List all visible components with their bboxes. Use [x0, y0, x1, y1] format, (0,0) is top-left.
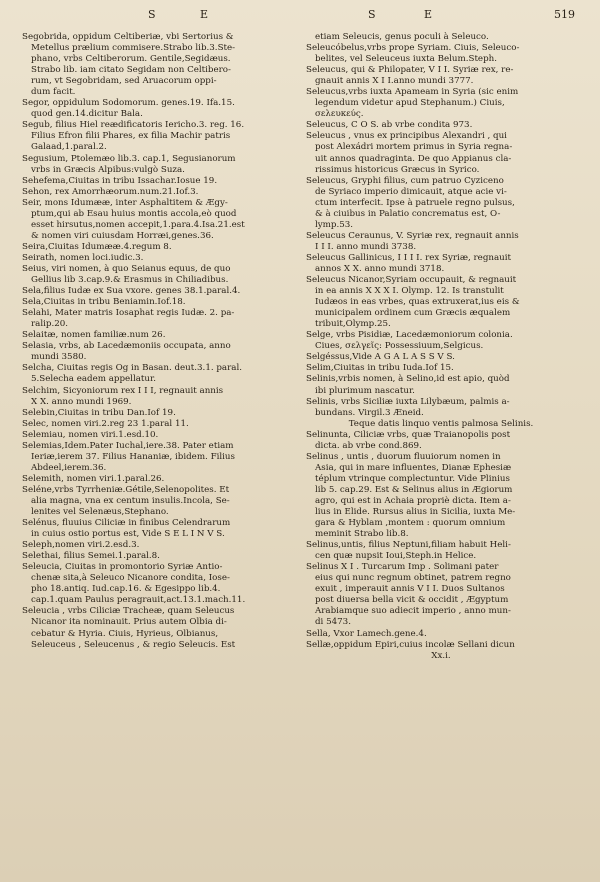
text-line: phano, vrbs Celtiberorum. Gentile,Segidæus. — [31, 54, 231, 65]
text-line: quod gen.14.dicitur Bala. — [31, 109, 143, 120]
text-line: ibi plurimum nascatur. — [315, 385, 415, 396]
text-line: Strabo lib. iam citato Segidam non Celtibero- — [31, 65, 231, 76]
text-line: in cuius ostio portus est, Vide S E L I N V S. — [31, 529, 225, 540]
header-letter-right-2: E — [424, 8, 435, 21]
text-line: Seleucia , vrbs Ciliciæ Tracheæ, quam Seleucus — [22, 606, 235, 617]
text-line: meminit Strabo lib.8. — [315, 529, 409, 540]
text-line: σελευκεύς. — [315, 109, 364, 120]
header-letter-right-1: S — [368, 8, 378, 21]
text-line: Seléne,vrbs Tyrrheniæ.Gétile,Selenopolites. Et — [22, 484, 230, 495]
text-line: bundans. Virgil.3 Æneid. — [315, 407, 424, 418]
text-line: Seleucus , vnus ex principibus Alexandri , qui — [306, 131, 507, 142]
header-letter-left-2: E — [200, 8, 211, 21]
text-line: lius in Elide. Rursus alius in Sicilia, iuxta Me- — [315, 507, 516, 518]
text-line: Seleph,nomen viri.2.esd.3. — [22, 540, 140, 551]
text-line: lib 5. cap.29. Est & Selinus alius in Ægiorum — [315, 484, 513, 495]
text-line: Selethai, filius Semei.1.paral.8. — [22, 551, 160, 562]
text-line: Selinus X I . Turcarum Imp . Solimani pater — [306, 562, 499, 573]
text-line: Seleucus,vrbs iuxta Apameam in Syria (sic enim — [306, 87, 519, 98]
text-line: Selemias,Idem.Pater Iuchal,iere.38. Pater etiam — [22, 440, 234, 451]
text-line: ctum interfecit. Ipse à patruele regno pulsus, — [315, 197, 515, 208]
text-line: ralip.20. — [31, 319, 69, 330]
left-column — [22, 32, 292, 651]
text-line: mundi 3580. — [31, 352, 87, 363]
text-line: de Syriaco imperio dimicauit, atque acie vi- — [315, 186, 507, 197]
text-line: Iudæos in eas vrbes, quas extruxerat,ius eis & — [315, 297, 520, 308]
text-line: téplum vtrinque complectuntur. Vide Plinius — [315, 473, 510, 484]
text-line: Selénus, fluuius Ciliciæ in finibus Celendrarum — [22, 518, 231, 529]
header-letter-left-1: S — [148, 8, 158, 21]
text-line: cap.1.quam Paulus peragrauit,act.13.1.mach.11. — [31, 595, 246, 606]
text-line: 5.Selecha eadem appellatur. — [31, 374, 156, 385]
text-line: Selge, vrbs Pisidiæ, Lacedæmoniorum colonia. — [306, 330, 513, 341]
text-line: Filius Efron filii Phares, ex filia Machir patris — [31, 131, 231, 142]
running-header — [0, 8, 600, 28]
text-line: Sela,Ciuitas in tribu Beniamin.Iof.18. — [22, 297, 186, 308]
text-line: dum facit. — [31, 87, 76, 98]
text-line: Gellius lib 3.cap.9.& Erasmus in Chiliadibus. — [31, 275, 229, 286]
text-line: di 5473. — [315, 617, 351, 628]
text-line: Abdeel,ierem.36. — [31, 462, 107, 473]
text-line: vrbs in Græcis Alpibus:vulgò Suza. — [31, 164, 185, 175]
text-line: gara & Hyblam ,montem : quorum omnium — [315, 518, 506, 529]
text-line: Sella, Vxor Lamech.gene.4. — [306, 628, 427, 639]
text-line: Selinis, vrbs Siciliæ iuxta Lilybæum, palmis a- — [306, 396, 510, 407]
text-line: Selinus , untis , duorum fluuiorum nomen in — [306, 451, 501, 462]
text-line: tribuit,Olymp.25. — [315, 319, 391, 330]
text-line: Selinis,vrbis nomen, à Selino,id est apio, quòd — [306, 374, 510, 385]
text-line: Ieriæ,ierem 37. Filius Hananiæ, ibidem. Filius — [31, 451, 235, 462]
text-line: in ea annis X X X I. Olymp. 12. Is transtulit — [315, 286, 504, 297]
text-line: Galaad,1.paral.2. — [31, 142, 107, 153]
text-line: Seir, mons Idumææ, inter Asphaltitem & Ægy- — [22, 197, 228, 208]
text-line: Selemiau, nomen viri.1.esd.10. — [22, 429, 159, 440]
text-line: Selahi, Mater matris Iosaphat regis Iudæ. 2. pa- — [22, 308, 235, 319]
text-line: ptum,qui ab Esau huius montis accola,eò quod — [31, 208, 237, 219]
text-line: municipalem ordinem cum Græcis æqualem — [315, 308, 511, 319]
text-line: Arabiamque suo adiecit imperio , anno mun- — [315, 606, 511, 617]
text-line: Selemith, nomen viri.1.paral.26. — [22, 473, 165, 484]
text-line: & nomen viri cuiusdam Horræi,genes.36. — [31, 230, 214, 241]
text-line: esset hirsutus,nomen accepit,1.para.4.Isa.21.est — [31, 219, 245, 230]
text-line: post diuersa bella vicit & occidit , Ægyptum — [315, 595, 509, 606]
text-line: eius qui nunc regnum obtinet, patrem regno — [315, 573, 511, 584]
text-line: dicta. ab vrbe cond.869. — [315, 440, 422, 451]
text-line: Nicanor ita nominauit. Prius autem Olbia di- — [31, 617, 227, 628]
text-line: Selcha, Ciuitas regis Og in Basan. deut.3.1. paral. — [22, 363, 242, 374]
text-line: Seleucus, Gryphi filius, cum patruo Cyziceno — [306, 175, 504, 186]
text-line: Segusium, Ptolemæo lib.3. cap.1, Segusianorum — [22, 153, 236, 164]
text-line: Xx.i. — [431, 650, 451, 661]
text-line: agro, qui est in Achaia propriè dicta. Item a- — [315, 495, 511, 506]
text-line: Selec, nomen viri.2.reg 23 1.paral 11. — [22, 418, 189, 429]
text-line: Selinunta, Ciliciæ vrbs, quæ Traianopolis post — [306, 429, 511, 440]
text-line: Selasia, vrbs, ab Lacedæmoniis occupata, anno — [22, 341, 231, 352]
text-line: Seleucus Gallinicus, I I I I. rex Syriæ, regnauit — [306, 252, 512, 263]
text-line: Segub, filius Hiel reædificatoris Iericho.3. reg. 16. — [22, 120, 245, 131]
text-line: belites, vel Seleuceus iuxta Belum.Steph. — [315, 54, 497, 65]
text-line: Selinus,untis, filius Neptuni,filiam habuit Heli- — [306, 540, 511, 551]
page-number: 519 — [554, 8, 575, 21]
text-line: Seleucus Ceraunus, V. Syriæ rex, regnauit annis — [306, 230, 519, 241]
text-line: Seira,Ciuitas Idumææ.4.regum 8. — [22, 241, 172, 252]
text-line: cen quæ nupsit Ioui,Steph.in Helice. — [315, 551, 477, 562]
text-line: Ciues, σελγεῖς: Possessiuum,Selgicus. — [315, 341, 484, 352]
text-line: pho 18.antiq. Iud.cap.16. & Egesippo lib.4. — [31, 584, 221, 595]
text-line: Selaitæ, nomen familiæ.num 26. — [22, 330, 166, 341]
text-line: lenites vel Selenæus,Stephano. — [31, 507, 169, 518]
text-line: Selim,Ciuitas in tribu Iuda.Iof 15. — [306, 363, 454, 374]
text-line: X X. anno mundi 1969. — [31, 396, 132, 407]
text-line: etiam Seleucis, genus poculi à Seleuco. — [315, 32, 489, 42]
text-line: chenæ sita,à Seleuco Nicanore condita, Iose- — [31, 573, 230, 584]
text-line: Seleucus, qui & Philopater, V I I. Syriæ rex, re- — [306, 65, 514, 76]
text-line: legendum videtur apud Stephanum.) Ciuis, — [315, 98, 505, 109]
text-line: Seleucus, C O S. ab vrbe condita 973. — [306, 120, 473, 131]
text-line: Seleuceus , Seleucenus , & regio Seleucis. Est — [31, 639, 236, 650]
text-line: Seleucus Nicanor,Syriam occupauit, & regnauit — [306, 275, 517, 286]
text-line: Segobrida, oppidum Celtiberiæ, vbi Sertorius & — [22, 32, 234, 42]
text-line: Seius, viri nomen, à quo Seianus equus, de quo — [22, 263, 231, 274]
text-line: lymp.53. — [315, 219, 354, 230]
text-line: alia magna, vna ex centum insulis.Incola, Se- — [31, 495, 230, 506]
text-line: Metellus prælium commisere.Strabo lib.3.Ste- — [31, 43, 236, 54]
text-line: Sehon, rex Amorrhæorum.num.21.Iof.3. — [22, 186, 199, 197]
text-line: rissimus historicus Græcus in Syrico. — [315, 164, 480, 175]
text-line: post Alexádri mortem primus in Syria regna- — [315, 142, 513, 153]
text-line: annos X X. anno mundi 3718. — [315, 263, 445, 274]
text-line: Seleucóbelus,vrbs prope Syriam. Ciuis, Seleuco- — [306, 43, 520, 54]
text-line: Seirath, nomen loci.iudic.3. — [22, 252, 144, 263]
text-line: Asia, qui in mare influentes, Dianæ Ephesiæ — [315, 462, 512, 473]
text-line: Sela,filius Iudæ ex Sua vxore. genes 38.1.paral.4. — [22, 286, 241, 297]
text-line: uit annos quadraginta. De quo Appianus cla- — [315, 153, 512, 164]
text-line: exuit , imperauit annis V I I. Duos Sultanos — [315, 584, 505, 595]
text-line: Selebin,Ciuitas in tribu Dan.Iof 19. — [22, 407, 176, 418]
right-column — [306, 32, 576, 662]
text-line: Segor, oppidulum Sodomorum. genes.19. Ifa.15. — [22, 98, 235, 109]
text-line: I I I. anno mundi 3738. — [315, 241, 417, 252]
text-line: & à ciuibus in Palatio concrematus est, O- — [315, 208, 501, 219]
text-line: Selchim, Sicyoniorum rex I I I, regnauit annis — [22, 385, 224, 396]
text-line: Selgéssus,Vide A G A L A S S V S. — [306, 352, 455, 363]
text-line: cebatur & Hyria. Ciuis, Hyrieus, Olbianus, — [31, 628, 219, 639]
text-line: Sellæ,oppidum Epiri,cuius incolæ Sellani dicun — [306, 639, 515, 650]
text-line: gnauit annis X I I.anno mundi 3777. — [315, 76, 474, 87]
text-line: rum, vt Segobridam, sed Aruacorum oppi- — [31, 76, 217, 87]
text-line: Sehefema,Ciuitas in tribu Issachar.Iosue 19. — [22, 175, 218, 186]
text-line: Teque datis linquo ventis palmosa Selinis. — [348, 418, 534, 429]
text-line: Seleucia, Ciuitas in promontorio Syriæ Antio- — [22, 562, 223, 573]
